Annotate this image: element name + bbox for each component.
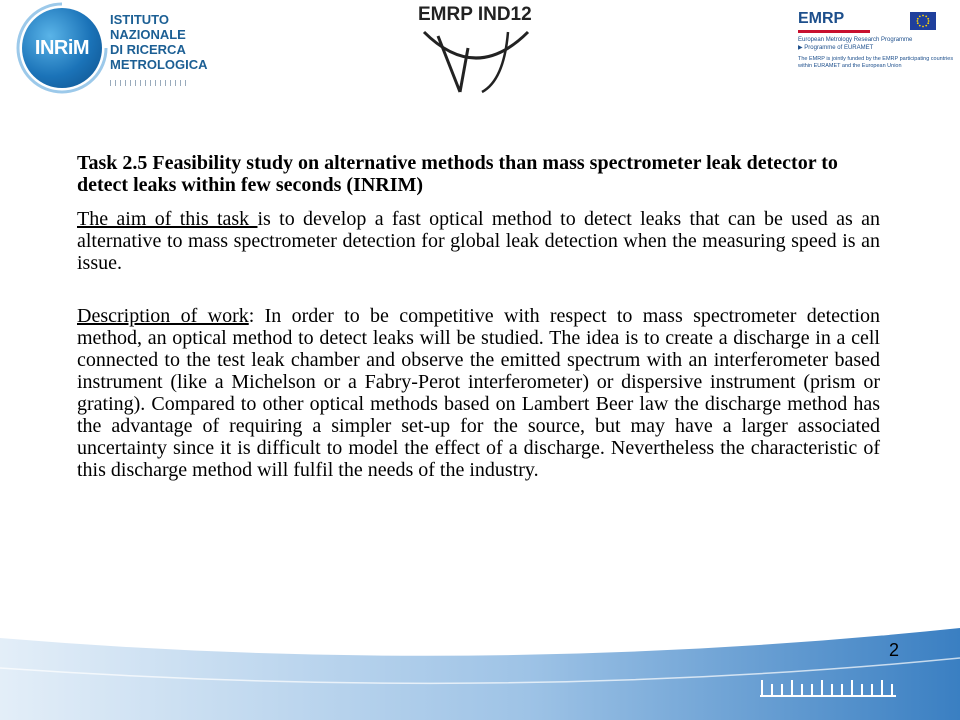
emrp-funding-line: within EURAMET and the European Union — [798, 63, 902, 69]
emrp-logo — [798, 6, 954, 76]
project-logo-title: EMRP IND12 — [418, 4, 532, 25]
footer-ruler-icon — [760, 676, 896, 700]
eu-flag-icon — [910, 12, 936, 30]
inrim-logo — [14, 2, 208, 94]
project-emblem-icon — [412, 0, 552, 96]
emrp-subtitle-line: ▶ Programme of EURAMET — [798, 45, 874, 51]
inrim-name — [110, 12, 208, 72]
task-title: Task 2.5 Feasibility study on alternative methods than mass spectrometer leak detector to detect leaks within few seconds (INRIM) — [77, 152, 838, 196]
description-lead: Description of work — [77, 305, 249, 327]
aim-lead: The aim of this task — [77, 208, 258, 230]
emrp-accent-bar — [798, 30, 870, 33]
emrp-ind12-logo — [412, 0, 552, 96]
emrp-funding-note — [798, 56, 953, 70]
emrp-funding-line: The EMRP is jointly funded by the EMRP participating countries — [798, 56, 954, 62]
aim-text: is to develop a fast optical method to detect leaks that can be used as an alternative to mass spectrometer detection for global leak detection when the measuring speed is an issue. — [77, 208, 880, 274]
inrim-name-line: ISTITUTO — [110, 12, 169, 27]
footer-wave — [0, 608, 960, 720]
inrim-name-line: NAZIONALE — [110, 27, 186, 42]
inrim-name-line: METROLOGICA — [110, 57, 208, 72]
description-text: : In order to be competitive with respect to mass spectrometer detection method, an optical method to detect leaks will be studied. The idea is to create a discharge in a cell connected to the test leak chamber and observe the emitted spectrum with an interferometer based instrument (like a Michelson or a Fabry-Perot interferometer) or dispersive instrument (prism or grating). Compared to other optical methods based on Lambert Beer law the discharge method has the advantage of requiring a simpler set-up for the source, but may have a larger associated uncertainty since it is difficult to model the effect of a discharge. Nevertheless the characteristic of this discharge method will fulfil the needs of the industry. — [77, 305, 881, 481]
slide-content — [77, 152, 880, 481]
page-number: 2 — [889, 640, 900, 660]
inrim-mark: INRiM — [22, 8, 102, 88]
inrim-ruler-icon — [110, 80, 186, 86]
inrim-name-line: DI RICERCA — [110, 42, 186, 57]
description-paragraph — [77, 305, 880, 481]
aim-paragraph — [77, 208, 880, 274]
emrp-subtitle-line: European Metrology Research Programme — [798, 37, 913, 43]
emrp-subtitle — [798, 36, 912, 52]
emrp-logo-title: EMRP — [798, 10, 845, 27]
